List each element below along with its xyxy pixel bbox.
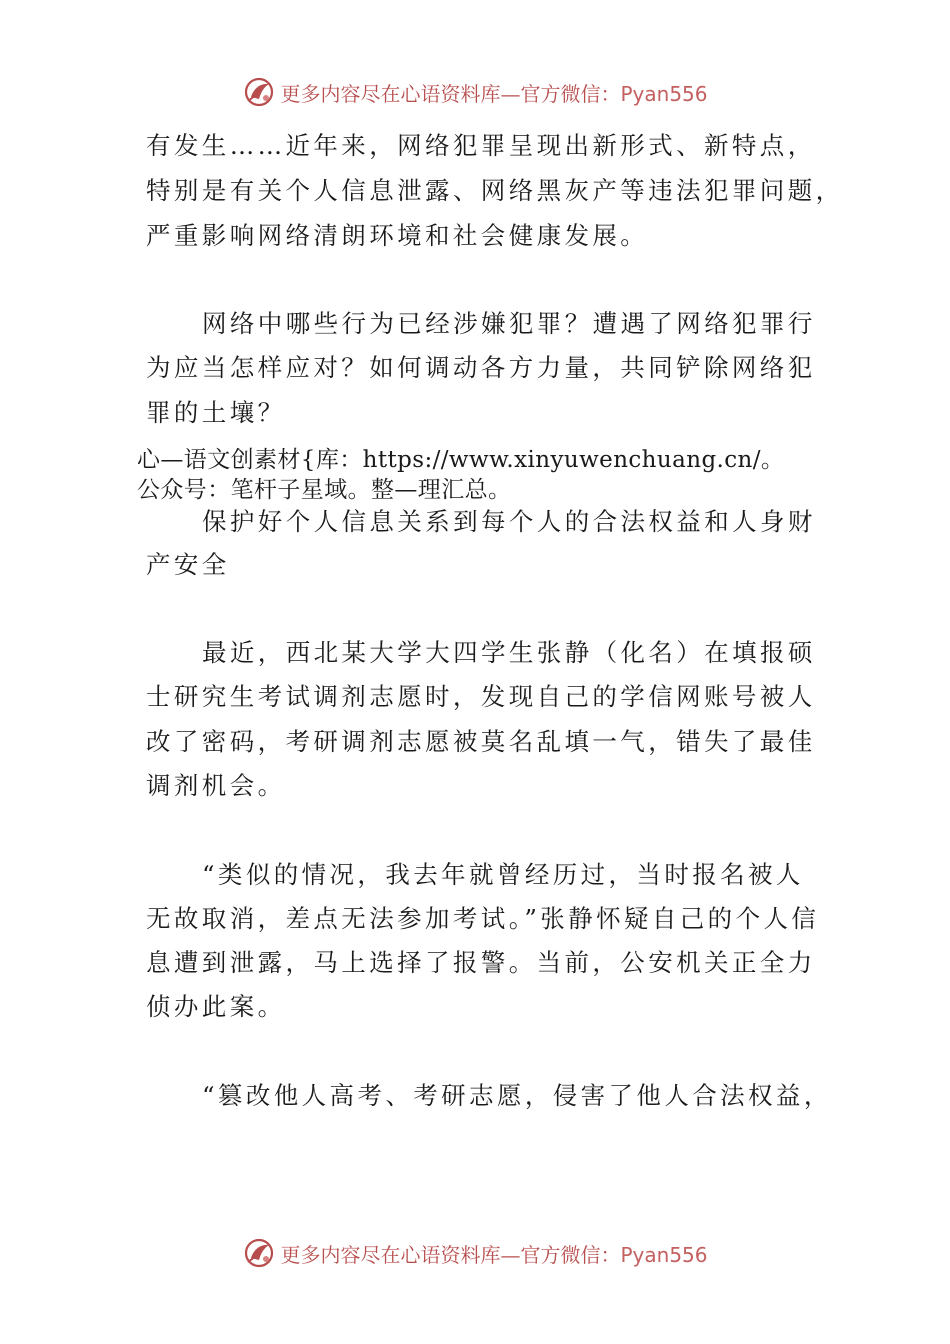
text-line: 有发生……近年来，网络犯罪呈现出新形式、新特点， [146,131,816,160]
text-line: “类似的情况，我去年就曾经历过，当时报名被人 [202,860,804,889]
logo-icon [242,1236,276,1270]
text-line: 无故取消，差点无法参加考试。”张静怀疑自己的个人信 [146,904,820,933]
text-line: 为应当怎样应对？如何调动各方力量，共同铲除网络犯 [146,353,816,382]
wechat-id: Pyan556 [620,1242,708,1267]
text-line: 最近，西北某大学大四学生张静（化名）在填报硕 [202,638,816,667]
logo-icon [242,75,276,109]
banner-text: 更多内容尽在心语资料库—官方微信：Pyan556 [280,81,708,106]
section-heading: 产安全 [146,550,230,579]
wechat-id: Pyan556 [620,81,708,106]
text-line: 侦办此案。 [146,992,286,1021]
text-line: 士研究生考试调剂志愿时，发现自己的学信网账号被人 [146,682,816,711]
text-line: 网络中哪些行为已经涉嫌犯罪？遭遇了网络犯罪行 [202,309,816,338]
banner-text: 更多内容尽在心语资料库—官方微信：Pyan556 [280,1242,708,1267]
source-note: 心—语文创素材{库：https://www.xinyuwenchuang.cn/。 [137,447,785,473]
text-line: 严重影响网络清朗环境和社会健康发展。 [146,221,649,250]
text-line: 息遭到泄露，马上选择了报警。当前，公安机关正全力 [146,948,816,977]
text-line: 改了密码，考研调剂志愿被莫名乱填一气，错失了最佳 [146,727,816,756]
section-heading: 保护好个人信息关系到每个人的合法权益和人身财 [202,507,816,536]
header-banner [0,72,950,112]
text-line: 调剂机会。 [146,771,286,800]
text-line: “篡改他人高考、考研志愿，侵害了他人合法权益， [202,1081,832,1110]
source-note: 公众号：笔杆子星域。整—理汇总。 [137,477,512,503]
text-line: 罪的土壤？ [146,398,286,427]
text-line: 特别是有关个人信息泄露、网络黑灰产等违法犯罪问题， [146,176,844,205]
footer-banner [0,1233,950,1273]
